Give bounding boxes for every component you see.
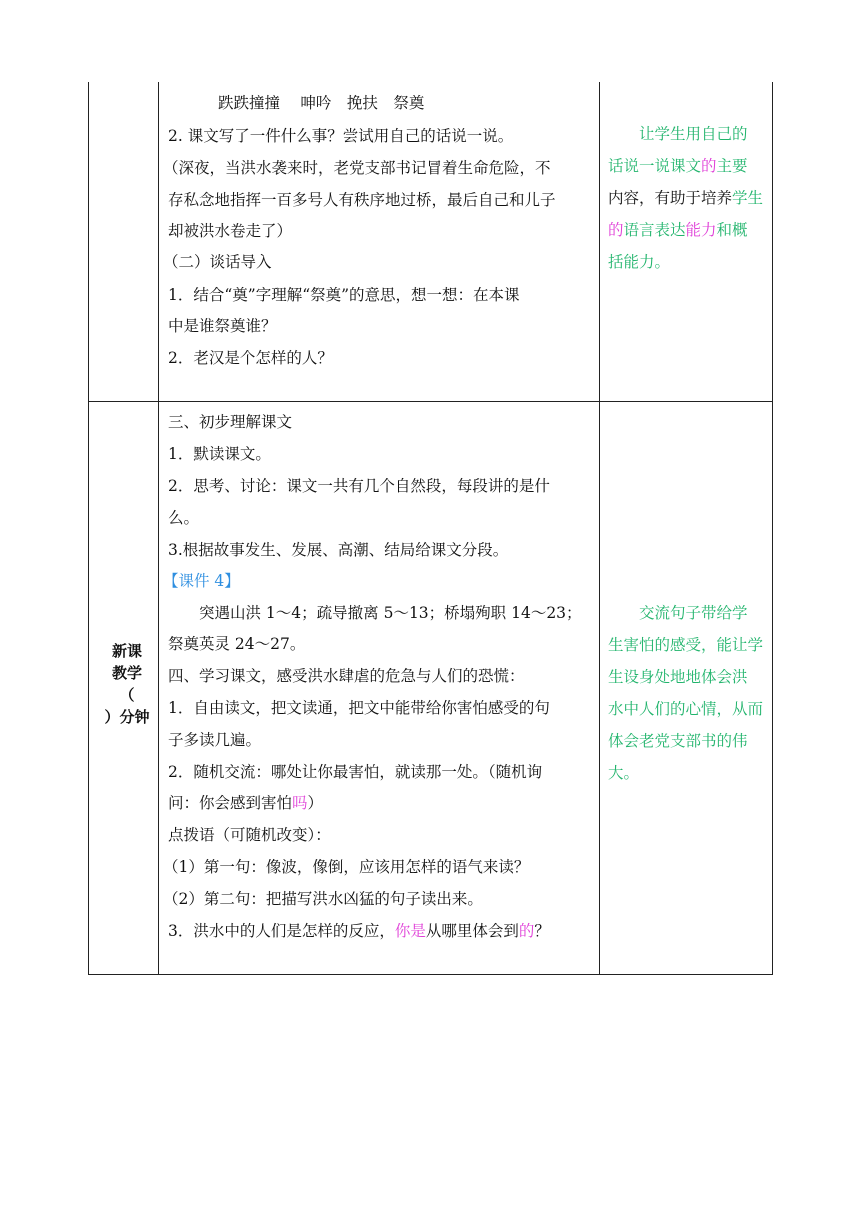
tip-1: （1）第一句：像波，像倒，应该用怎样的语气来读？ [163, 858, 530, 876]
bottom-note-line-5: 体会老党支部书的伟 [608, 732, 748, 750]
question-2: 2. 课文写了一件什么事？尝试用自己的话说一说。 [168, 127, 514, 145]
section-label: 新课 教学 （ ）分钟 [104, 642, 150, 726]
top-note-cell [608, 118, 770, 278]
tip-heading: 点拨语（可随机改变）： [168, 826, 331, 844]
heading-3: 三、初步理解课文 [168, 413, 293, 431]
bottom-note-cell [608, 597, 770, 789]
item-1-line-1: 1．结合“奠”字理解“祭奠”的意思，想一想：在本课 [168, 286, 520, 304]
bottom-note-line-4: 水中人们的心情，从而 [608, 700, 764, 718]
read-step-2-line-2: 问：你会感到害怕吗） [168, 794, 324, 812]
bottom-note-line-2: 生害怕的感受，能让学 [608, 636, 764, 654]
subhead-intro: （二）谈话导入 [163, 253, 272, 271]
step-2-line-2: 么。 [168, 509, 200, 527]
bottom-note-line-6: 大。 [608, 764, 640, 782]
table-left-border [88, 82, 89, 975]
read-step-1-line-1: 1．自由读文，把文读通，把文中能带给你害怕感受的句 [168, 699, 550, 717]
segment-line-2: 祭奠英灵 24～27。 [168, 635, 306, 653]
top-note-line-1: 让学生用自己的 [608, 125, 748, 143]
read-step-1-line-2: 子多读几遍。 [168, 731, 262, 749]
table-col-divider-2 [599, 82, 600, 975]
bottom-note-line-3: 生设身处地地体会洪 [608, 668, 748, 686]
top-note-line-5: 括能力。 [608, 253, 671, 271]
top-note-line-3: 内容，有助于培养学生 [608, 189, 764, 207]
answer-2-line-3: 却被洪水卷走了） [168, 222, 293, 240]
courseware-tag: 【课件 4】 [163, 572, 240, 590]
top-note-line-2: 话说一说课文的主要 [608, 157, 748, 175]
answer-2-line-1: （深夜，当洪水袭来时，老党支部书记冒着生命危险，不 [163, 159, 551, 177]
item-2: 2．老汉是个怎样的人？ [168, 349, 333, 367]
table-bottom-border [88, 974, 773, 975]
read-step-3: 3．洪水中的人们是怎样的反应，你是从哪里体会到的？ [168, 922, 550, 940]
table-right-border [772, 82, 773, 975]
table-col-divider-1 [158, 82, 159, 975]
vocab-line: 跌跌撞撞 呻吟 挽扶 祭奠 [218, 94, 425, 112]
read-step-2-line-1: 2．随机交流：哪处让你最害怕，就读那一处。（随机询 [168, 763, 543, 781]
step-2-line-1: 2．思考、讨论：课文一共有几个自然段，每段讲的是什 [168, 477, 550, 495]
step-3: 3.根据故事发生、发展、高潮、结局给课文分段。 [168, 541, 509, 559]
answer-2-line-2: 存私念地指挥一百多号人有秩序地过桥，最后自己和儿子 [168, 191, 556, 209]
bottom-note-line-1: 交流句子带给学 [608, 604, 748, 622]
step-1: 1．默读课文。 [168, 445, 271, 463]
segment-line-1: 突遇山洪 1～4；疏导撤离 5～13；桥塌殉职 14～23； [168, 604, 582, 622]
table-row-divider [88, 401, 773, 402]
top-note-line-4: 的语言表达能力和概 [608, 221, 748, 239]
item-1-line-2: 中是谁祭奠谁？ [168, 317, 277, 335]
heading-4: 四、学习课文，感受洪水肆虐的危急与人们的恐慌： [168, 667, 525, 685]
tip-2: （2）第二句：把描写洪水凶猛的句子读出来。 [163, 890, 483, 908]
